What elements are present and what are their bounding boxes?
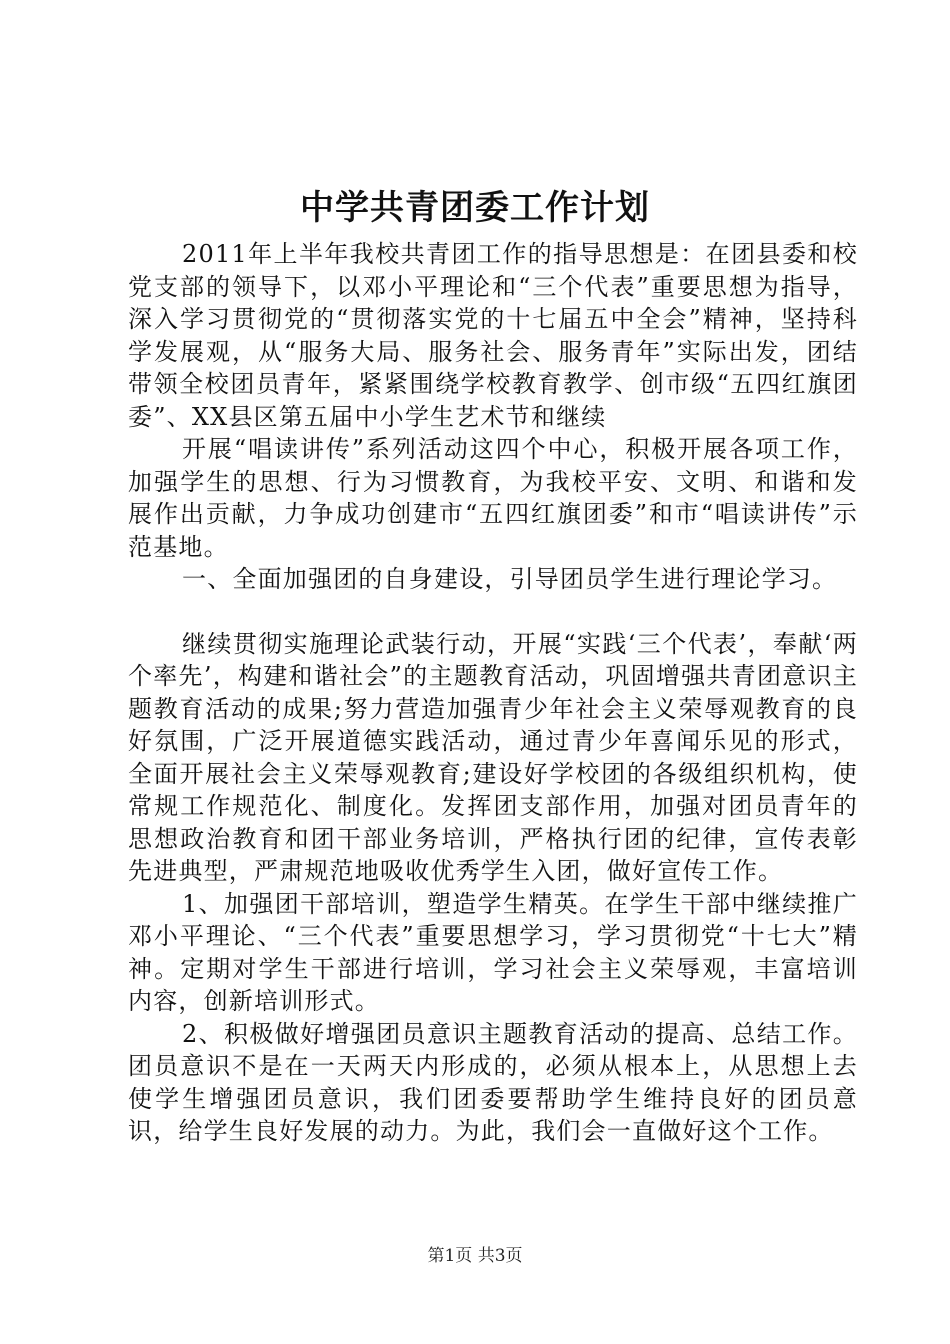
document-body [128, 238, 858, 1148]
document-title: 中学共青团委工作计划 [300, 188, 650, 228]
paragraph-item-2: 2、积极做好增强团员意识主题教育活动的提高、总结工作。团员意识不是在一天两天内形成的，必须从根本上，从思想上去使学生增强团员意识，我们团委要帮助学生维持良好的团员意识，给学生良好发展的动力。为此，我们会一直做好这个工作。 [128, 1019, 858, 1145]
paragraph-item-1: 1、加强团干部培训，塑造学生精英。在学生干部中继续推广邓小平理论、“三个代表”重要思想学习，学习贯彻党“十七大”精神。定期对学生干部进行培训，学习社会主义荣辱观，丰富培训内容，创新培训形式。 [128, 889, 858, 1015]
page-footer: 第1页 共3页 [427, 1246, 523, 1266]
paragraph-activities: 开展“唱读讲传”系列活动这四个中心，积极开展各项工作，加强学生的思想、行为习惯教育，为我校平安、文明、和谐和发展作出贡献，力争成功创建市“五四红旗团委”和市“唱读讲传”示范基地。 [128, 435, 858, 561]
paragraph-theory-action: 继续贯彻实施理论武装行动，开展“实践‘三个代表’，奉献‘两个率先’，构建和谐社会”的主题教育活动，巩固增强共青团意识主题教育活动的成果;努力营造加强青少年社会主义荣辱观教育的良好氛围，广泛开展道德实践活动，通过青少年喜闻乐见的形式，全面开展社会主义荣辱观教育;建设好学校团的各级组织机构，使常规工作规范化、制度化。发挥团支部作用，加强对团员青年的思想政治教育和团干部业务培训，严格执行团的纪律，宣传表彰先进典型，严肃规范地吸收优秀学生入团，做好宣传工作。 [128, 629, 858, 885]
section-heading-one: 一、全面加强团的自身建设，引导团员学生进行理论学习。 [182, 565, 838, 593]
paragraph-guiding-thought: 2011年上半年我校共青团工作的指导思想是：在团县委和校党支部的领导下，以邓小平理论和“三个代表”重要思想为指导，深入学习贯彻党的“贯彻落实党的十七届五中全会”精神，坚持科学发展观，从“服务大局、服务社会、服务青年”实际出发，团结带领全校团员青年，紧紧围绕学校教育教学、创市级“五四红旗团委”、XX县区第五届中小学生艺术节和继续 [128, 240, 858, 431]
